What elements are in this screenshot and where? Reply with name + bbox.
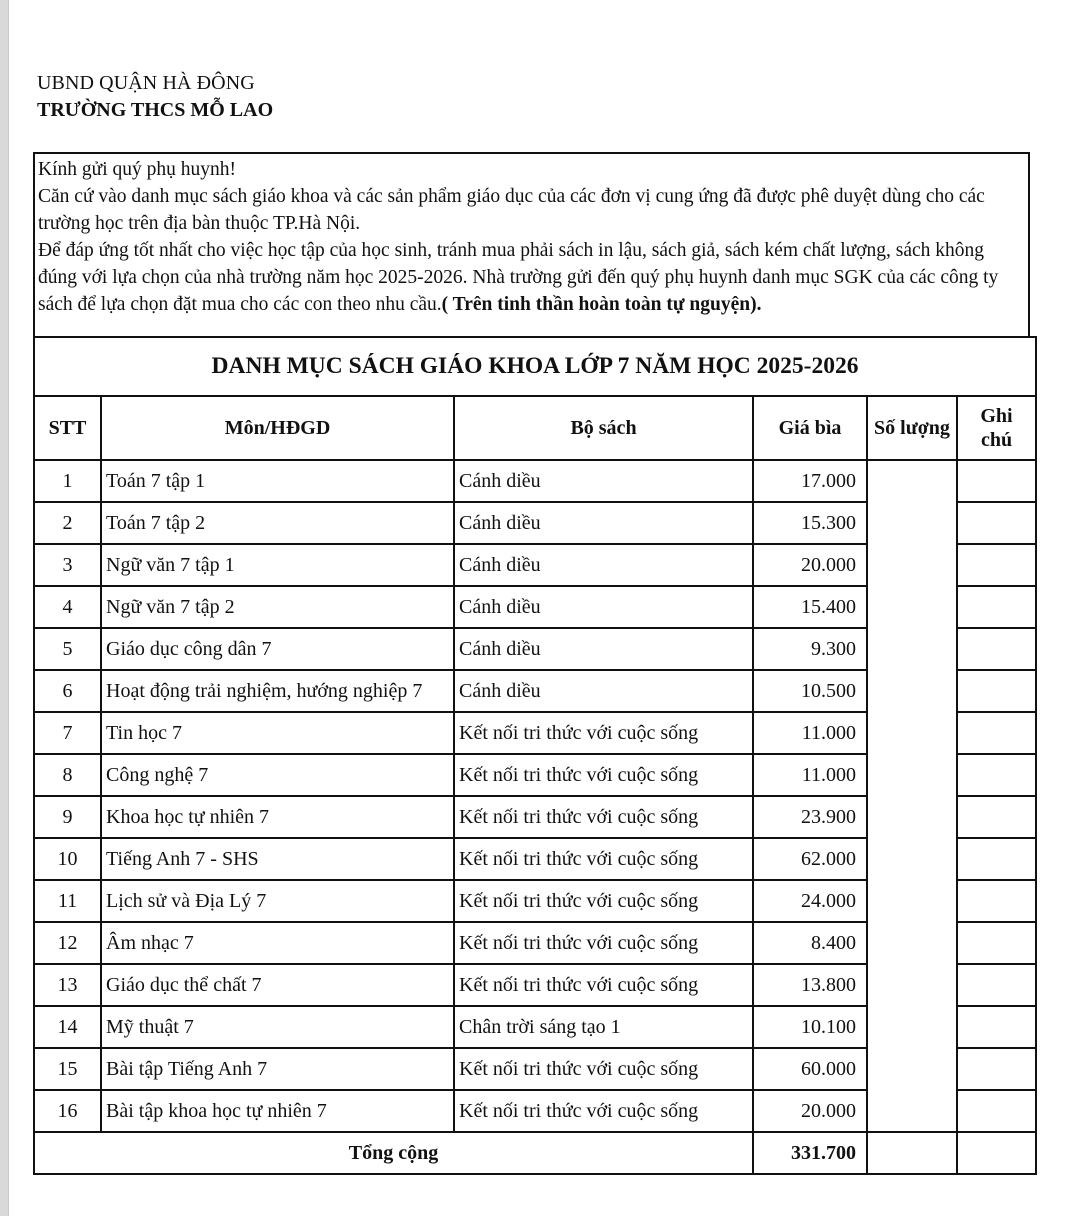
row-subject: Tin học 7 — [101, 712, 454, 754]
row-note-cell[interactable] — [957, 838, 1036, 880]
table-header-row — [34, 396, 1036, 460]
row-subject: Bài tập Tiếng Anh 7 — [101, 1048, 454, 1090]
row-price: 10.100 — [753, 1006, 867, 1048]
row-stt: 10 — [34, 838, 101, 880]
row-subject: Mỹ thuật 7 — [101, 1006, 454, 1048]
row-subject: Âm nhạc 7 — [101, 922, 454, 964]
row-subject: Khoa học tự nhiên 7 — [101, 796, 454, 838]
row-price: 62.000 — [753, 838, 867, 880]
row-price: 24.000 — [753, 880, 867, 922]
row-note-cell[interactable] — [957, 712, 1036, 754]
row-series: Cánh diều — [454, 628, 753, 670]
intro-paragraph-2 — [38, 237, 1025, 318]
row-price: 8.400 — [753, 922, 867, 964]
col-header-price: Giá bìa — [753, 396, 867, 460]
row-note-cell[interactable] — [957, 586, 1036, 628]
voluntary-note: ( Trên tinh thần hoàn toàn tự nguyện). — [441, 294, 762, 315]
row-series: Kết nối tri thức với cuộc sống — [454, 796, 753, 838]
row-price: 17.000 — [753, 460, 867, 502]
row-subject: Giáo dục thể chất 7 — [101, 964, 454, 1006]
row-series: Cánh diều — [454, 544, 753, 586]
row-note-cell[interactable] — [957, 1090, 1036, 1132]
row-note-cell[interactable] — [957, 628, 1036, 670]
row-series: Cánh diều — [454, 586, 753, 628]
row-price: 10.500 — [753, 670, 867, 712]
row-series: Kết nối tri thức với cuộc sống — [454, 838, 753, 880]
row-price: 23.900 — [753, 796, 867, 838]
row-price: 11.000 — [753, 754, 867, 796]
row-stt: 13 — [34, 964, 101, 1006]
col-header-note: Ghi chú — [957, 396, 1036, 460]
row-subject: Toán 7 tập 2 — [101, 502, 454, 544]
row-price: 20.000 — [753, 1090, 867, 1132]
row-stt: 7 — [34, 712, 101, 754]
row-price: 15.300 — [753, 502, 867, 544]
intro-paragraph-2-text: Để đáp ứng tốt nhất cho việc học tập của học sinh, tránh mua phải sách in lậu, sách giả, sách kém chất lượng, sách không đúng với lựa chọn của nhà trường năm học 2025-2026. Nhà trường gửi đến quý phụ huynh danh mục SGK của các công ty sách để lựa chọn đặt mua cho các con theo nhu cầu. — [38, 240, 999, 315]
row-stt: 14 — [34, 1006, 101, 1048]
col-header-series: Bộ sách — [454, 396, 753, 460]
row-price: 60.000 — [753, 1048, 867, 1090]
row-stt: 3 — [34, 544, 101, 586]
row-note-cell[interactable] — [957, 796, 1036, 838]
row-series: Kết nối tri thức với cuộc sống — [454, 922, 753, 964]
textbook-table — [33, 336, 1037, 1175]
row-note-cell[interactable] — [957, 880, 1036, 922]
row-note-cell[interactable] — [957, 544, 1036, 586]
row-stt: 15 — [34, 1048, 101, 1090]
intro-paragraph-1: Căn cứ vào danh mục sách giáo khoa và các sản phẩm giáo dục của các đơn vị cung ứng đã được phê duyệt dùng cho các trường học trên địa bàn thuộc TP.Hà Nội. — [38, 186, 985, 234]
row-series: Cánh diều — [454, 670, 753, 712]
row-price: 9.300 — [753, 628, 867, 670]
school-name: TRƯỜNG THCS MỖ LAO — [37, 99, 274, 121]
total-quantity-cell[interactable] — [867, 1132, 957, 1174]
quantity-cell[interactable] — [867, 460, 957, 1132]
row-subject: Giáo dục công dân 7 — [101, 628, 454, 670]
col-header-stt: STT — [34, 396, 101, 460]
row-series: Kết nối tri thức với cuộc sống — [454, 880, 753, 922]
row-series: Kết nối tri thức với cuộc sống — [454, 1090, 753, 1132]
row-note-cell[interactable] — [957, 922, 1036, 964]
row-stt: 5 — [34, 628, 101, 670]
row-series: Kết nối tri thức với cuộc sống — [454, 1048, 753, 1090]
row-price: 11.000 — [753, 712, 867, 754]
greeting: Kính gửi quý phụ huynh! — [38, 159, 236, 180]
row-note-cell[interactable] — [957, 754, 1036, 796]
total-row — [34, 1132, 1036, 1174]
row-note-cell[interactable] — [957, 1048, 1036, 1090]
row-series: Kết nối tri thức với cuộc sống — [454, 712, 753, 754]
row-subject: Toán 7 tập 1 — [101, 460, 454, 502]
row-stt: 9 — [34, 796, 101, 838]
row-stt: 6 — [34, 670, 101, 712]
row-note-cell[interactable] — [957, 460, 1036, 502]
row-note-cell[interactable] — [957, 670, 1036, 712]
row-note-cell[interactable] — [957, 964, 1036, 1006]
row-series: Cánh diều — [454, 460, 753, 502]
col-header-subject: Môn/HĐGD — [101, 396, 454, 460]
intro-box — [33, 152, 1030, 336]
row-series: Kết nối tri thức với cuộc sống — [454, 754, 753, 796]
row-stt: 4 — [34, 586, 101, 628]
col-header-quantity: Số lượng — [867, 396, 957, 460]
row-stt: 8 — [34, 754, 101, 796]
row-series: Kết nối tri thức với cuộc sống — [454, 964, 753, 1006]
viewer-left-edge — [0, 0, 9, 1216]
row-stt: 2 — [34, 502, 101, 544]
row-stt: 11 — [34, 880, 101, 922]
table-title-row — [34, 337, 1036, 396]
row-stt: 16 — [34, 1090, 101, 1132]
row-subject: Ngữ văn 7 tập 2 — [101, 586, 454, 628]
row-stt: 1 — [34, 460, 101, 502]
row-subject: Lịch sử và Địa Lý 7 — [101, 880, 454, 922]
row-note-cell[interactable] — [957, 1006, 1036, 1048]
row-price: 15.400 — [753, 586, 867, 628]
row-series: Chân trời sáng tạo 1 — [454, 1006, 753, 1048]
total-label: Tổng cộng — [34, 1132, 753, 1174]
table-row — [34, 460, 1036, 502]
row-price: 20.000 — [753, 544, 867, 586]
row-price: 13.800 — [753, 964, 867, 1006]
total-value: 331.700 — [753, 1132, 867, 1174]
row-subject: Ngữ văn 7 tập 1 — [101, 544, 454, 586]
table-title: DANH MỤC SÁCH GIÁO KHOA LỚP 7 NĂM HỌC 2025-2026 — [34, 337, 1036, 396]
row-subject: Tiếng Anh 7 - SHS — [101, 838, 454, 880]
row-note-cell[interactable] — [957, 502, 1036, 544]
authority-name: UBND QUẬN HÀ ĐÔNG — [37, 72, 255, 94]
row-subject: Bài tập khoa học tự nhiên 7 — [101, 1090, 454, 1132]
row-stt: 12 — [34, 922, 101, 964]
row-series: Cánh diều — [454, 502, 753, 544]
row-subject: Công nghệ 7 — [101, 754, 454, 796]
total-note-cell[interactable] — [957, 1132, 1036, 1174]
row-subject: Hoạt động trải nghiệm, hướng nghiệp 7 — [101, 670, 454, 712]
